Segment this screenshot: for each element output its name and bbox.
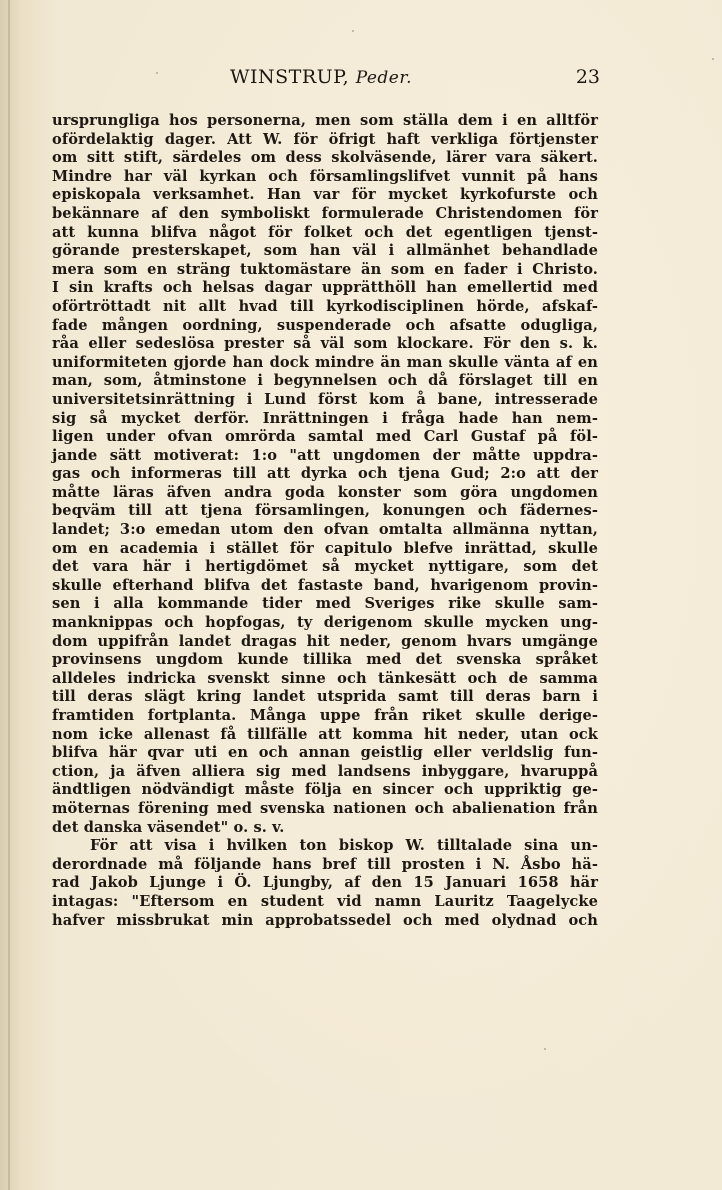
body-text [52, 112, 598, 930]
text-line: görande presterskapet, som han väl i allmänhet behandlade [52, 242, 598, 260]
text-line: man, som, åtminstone i begynnelsen och då förslaget till en [52, 372, 598, 390]
text-line: att kunna blifva något för folket och det egentligen tjenst- [52, 223, 598, 241]
text-line: blifva här qvar uti en och annan geistlig eller verldslig fun- [52, 744, 598, 762]
text-line: sig så mycket derför. Inrättningen i fråga hade han nem- [52, 409, 598, 427]
running-head-subtitle: Peder. [355, 68, 413, 88]
text-line: landet; 3:o emedan utom den ofvan omtalta allmänna nyttan, [52, 521, 598, 539]
text-line: hafver missbrukat min approbatssedel och med olydnad och [52, 911, 598, 929]
text-line: intagas: "Eftersom en student vid namn Lauritz Taagelycke [52, 892, 598, 910]
text-line: jande sätt motiverat: 1:o "att ungdomen der måtte uppdra- [52, 446, 598, 464]
text-line: möternas förening med svenska nationen och abalienation från [52, 799, 598, 817]
page-gutter [8, 0, 10, 1190]
text-line: ofördelaktig dager. Att W. för öfrigt haft verkliga förtjenster [52, 130, 598, 148]
page-number: 23 [575, 66, 600, 88]
text-line: provinsens ungdom kunde tillika med det svenska språket [52, 651, 598, 669]
text-line: det vara här i hertigdömet så mycket nyttigare, som det [52, 558, 598, 576]
paper-speck [156, 72, 158, 74]
text-line: beqväm till att tjena församlingen, konungen och fädernes- [52, 502, 598, 520]
text-line: ändtligen nödvändigt måste följa en sincer och uppriktig ge- [52, 781, 598, 799]
text-line: I sin krafts och helsas dagar upprätthöll han emellertid med [52, 279, 598, 297]
text-line: rad Jakob Ljunge i Ö. Ljungby, af den 15 Januari 1658 här [52, 874, 598, 892]
text-line: Mindre har väl kyrkan och församlingslifvet vunnit på hans [52, 167, 598, 185]
text-line: dom uppifrån landet dragas hit neder, genom hvars umgänge [52, 632, 598, 650]
text-line: bekännare af den symboliskt formulerade Christendomen för [52, 204, 598, 222]
text-line: episkopala verksamhet. Han var för mycket kyrkofurste och [52, 186, 598, 204]
text-line: mera som en sträng tuktomästare än som en fader i Christo. [52, 260, 598, 278]
text-line: ursprungliga hos personerna, men som ställa dem i en alltför [52, 112, 598, 129]
paper-speck [712, 58, 714, 60]
running-head-name: WINSTRUP, [230, 66, 350, 88]
text-line: råa eller sedeslösa prester så väl som klockare. För den s. k. [52, 335, 598, 353]
text-line: alldeles indricka svenskt sinne och tänkesätt och de samma [52, 669, 598, 687]
text-line: till deras slägt kring landet utsprida samt till deras barn i [52, 688, 598, 706]
text-line: om en academia i stället för capitulo blefve inrättad, skulle [52, 539, 598, 557]
text-line: framtiden fortplanta. Många uppe från riket skulle derige- [52, 707, 598, 724]
text-line: om sitt stift, särdeles om dess skolväsende, lärer vara säkert. [52, 149, 598, 167]
text-line: universitetsinrättning i Lund först kom å bane, intresserade [52, 390, 598, 408]
text-line: ligen under ofvan omrörda samtal med Carl Gustaf på föl- [52, 428, 598, 446]
text-line: fade mången oordning, suspenderade och afsatte odugliga, [52, 316, 598, 334]
paper-speck [544, 1048, 546, 1050]
page-header [150, 66, 610, 92]
text-line: uniformiteten gjorde han dock mindre än man skulle vänta af en [52, 353, 598, 371]
text-line: skulle efterhand blifva det fastaste band, hvarigenom provin- [52, 576, 598, 594]
text-line: sen i alla kommande tider med Sveriges rike skulle sam- [52, 595, 598, 613]
text-line: oförtröttadt nit allt hvad till kyrkodisciplinen hörde, afskaf- [52, 297, 598, 315]
text-line: nom icke allenast få tillfälle att komma hit neder, utan ock [52, 725, 598, 743]
text-line: derordnade må följande hans bref till prosten i N. Åsbo hä- [52, 855, 598, 873]
text-line: manknippas och hopfogas, ty derigenom skulle mycken ung- [52, 614, 598, 632]
text-line: ction, ja äfven alliera sig med landsens inbyggare, hvaruppå [52, 762, 598, 780]
text-line: måtte läras äfven andra goda konster som göra ungdomen [52, 483, 598, 501]
text-line: gas och informeras till att dyrka och tjena Gud; 2:o att der [52, 465, 598, 483]
paper-speck [352, 30, 354, 32]
text-line: För att visa i hvilken ton biskop W. tilltalade sina un- [90, 837, 598, 855]
running-head [230, 66, 412, 88]
text-line: det danska väsendet" o. s. v. [52, 818, 285, 836]
